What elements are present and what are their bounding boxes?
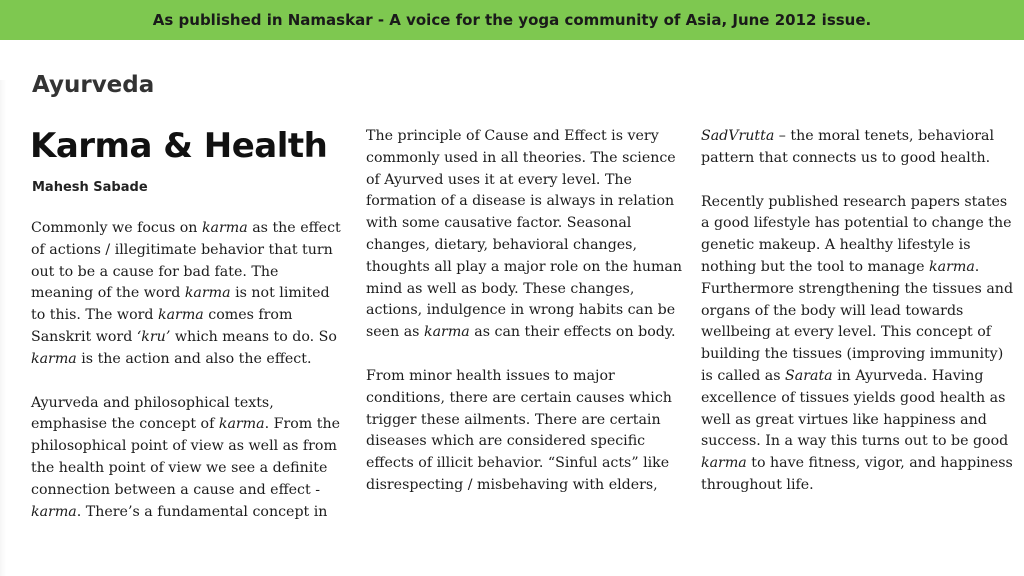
italic-term: karma bbox=[701, 455, 747, 472]
text-column-3 bbox=[701, 126, 1019, 519]
publication-banner bbox=[0, 0, 1024, 40]
article-author: Mahesh Sabade bbox=[32, 180, 148, 195]
italic-term: karma bbox=[423, 324, 470, 341]
paragraph-text: Recently published research papers states a good lifestyle has potential to change the genetic makeup. A healthy lifestyle is nothing but the tool to manage bbox=[701, 193, 1012, 275]
paragraph-text: . There’s a fundamental concept in bbox=[76, 503, 328, 520]
paragraph-text: to have fitness, vigor, and happiness throughout life. bbox=[701, 455, 1013, 493]
paragraph-text: as the effect of actions / illegitimate behavior that turn out to be a cause for bad fate. The meaning of the word bbox=[31, 220, 341, 302]
page-edge-shadow bbox=[0, 80, 6, 576]
banner-text: As published in Namaskar - A voice for the yoga community of Asia, June 2012 issue. bbox=[152, 11, 872, 29]
paragraph-text: in Ayurveda. Having excellence of tissues yields good health as well as great virtues like happiness and success. In a way this turns out to be good bbox=[701, 367, 1009, 450]
paragraph-text: is the action and also the effect. bbox=[76, 350, 312, 367]
italic-term: karma bbox=[929, 258, 975, 275]
paragraph-text: The principle of Cause and Effect is very commonly used in all theories. The science of Ayurved uses it at every level. The formation of a disease is always in relation with some causative factor. Seasonal changes, dietary, behavioral changes, thoughts all play a major role on the human mind as well as body. These changes, actions, indulgence in wrong habits can be seen as bbox=[366, 128, 683, 341]
paragraph-text: – the moral tenets, behavioral pattern that connects us to good health. bbox=[701, 128, 995, 166]
italic-term: karma bbox=[201, 220, 248, 236]
italic-term: karma bbox=[158, 307, 204, 324]
paragraph-text: . From the philosophical point of view as well as from the health point of view we see a definite connection between a cause and effect - bbox=[31, 416, 340, 498]
section-label: Ayurveda bbox=[32, 72, 155, 98]
article-paragraph bbox=[366, 126, 684, 344]
paragraph-text: From minor health issues to major conditions, there are certain causes which trigger these ailments. There are certain diseases which are considered specific effects of illicit behavior. “Sinful acts” like disrespecting / misbehaving with elders, bbox=[366, 367, 672, 493]
paragraph-text: comes from Sanskrit word bbox=[31, 307, 293, 345]
text-column-2 bbox=[366, 126, 684, 519]
paragraph-text: as can their effects on body. bbox=[469, 324, 676, 341]
paragraph-text: . Furthermore strengthening the tissues and organs of the body will lead towards wellbeing at every level. This concept of building the tissues (improving immunity) is called as bbox=[701, 258, 1014, 384]
italic-term: karma bbox=[218, 416, 265, 433]
italic-term: ‘kru’ bbox=[136, 328, 171, 345]
italic-term: karma bbox=[184, 285, 231, 302]
paragraph-text: which means to do. So bbox=[170, 328, 337, 345]
italic-term: SadVrutta bbox=[701, 128, 775, 144]
article-paragraph bbox=[701, 126, 1019, 170]
italic-term: Sarata bbox=[785, 367, 833, 384]
article-paragraph bbox=[31, 393, 345, 524]
italic-term: karma bbox=[31, 503, 77, 520]
article-paragraph bbox=[366, 366, 684, 497]
article-paragraph bbox=[701, 192, 1019, 497]
italic-term: karma bbox=[31, 350, 77, 367]
article-title: Karma & Health bbox=[30, 126, 328, 166]
paragraph-text: is not limited to this. The word bbox=[31, 285, 330, 324]
text-column-1 bbox=[31, 218, 345, 545]
article-page bbox=[0, 40, 1024, 536]
paragraph-text: Commonly we focus on bbox=[31, 220, 202, 236]
article-paragraph bbox=[31, 218, 345, 371]
paragraph-text: Ayurveda and philosophical texts, emphasise the concept of bbox=[31, 394, 274, 433]
